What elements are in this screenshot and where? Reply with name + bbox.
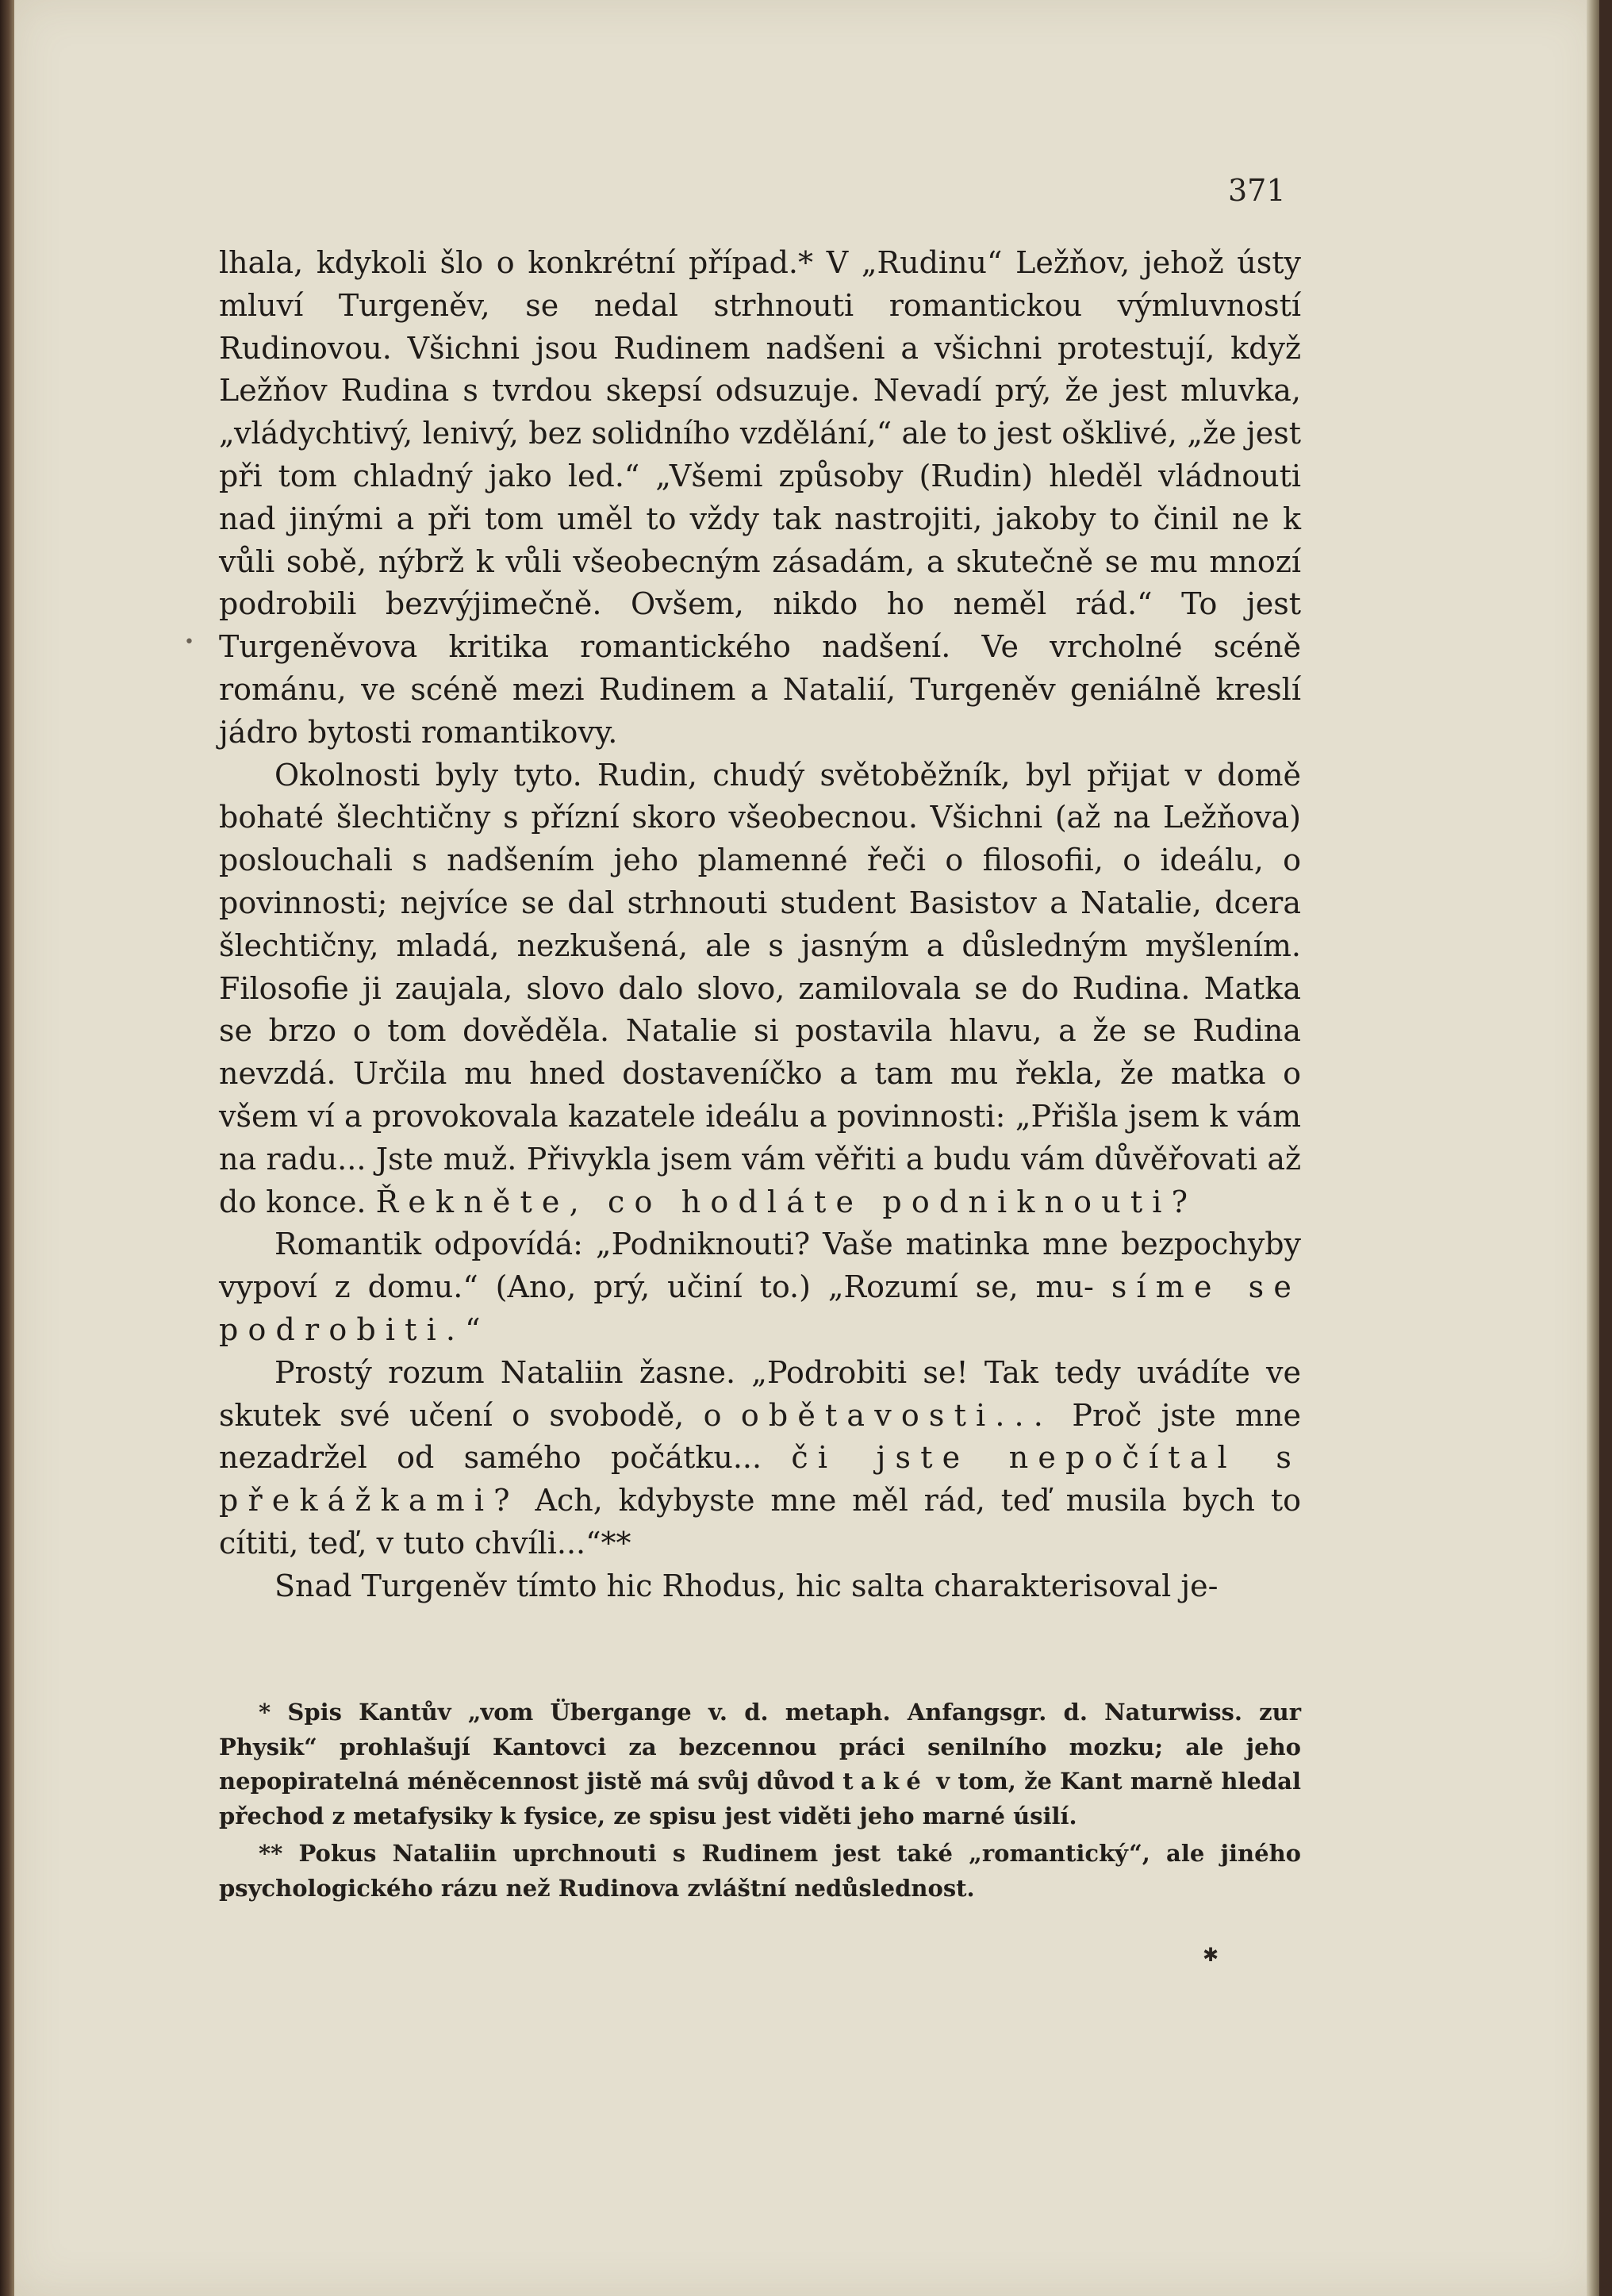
book-gutter-edge bbox=[0, 0, 14, 2296]
footnotes bbox=[219, 1695, 1301, 1906]
footnote-1-text: * Spis Kantův „vom Übergange v. d. metaph. Anfangsgr. d. Naturwiss. zur Physik“ prohlašují Kantovci za bezcennou práci senilního mozku; ale jeho nepopiratelná méněcennost jistě má svůj důvod bbox=[219, 1699, 1301, 1795]
footnote-2: ** Pokus Nataliin uprchnouti s Rudinem jest také „romantický“, ale jiného psychologického rázu než Rudinova zvláštní nedůslednost. bbox=[219, 1840, 1301, 1902]
paragraph-2 bbox=[219, 754, 1301, 1224]
emphasis-spaced: také bbox=[842, 1768, 929, 1795]
margin-mark-icon: • bbox=[184, 632, 194, 652]
emphasis-spaced: síme se podrobiti.“ bbox=[219, 1269, 1301, 1347]
footnote-1 bbox=[219, 1695, 1301, 1833]
footnote-1-text: v tom, že Kant marně hledal přechod z metafysiky k fysice, ze spisu jest viděti jeho marné úsilí. bbox=[219, 1768, 1301, 1830]
emphasis-spaced: či jste nepočítal s překážkami? bbox=[219, 1440, 1301, 1519]
paragraph-4-text: Prostý rozum Nataliin žasne. „Podrobiti se! Tak tedy uvádíte ve skutek své učení o svobodě, o bbox=[219, 1354, 1301, 1433]
paragraph-5: Snad Turgeněv tímto hic Rhodus, hic salta charakterisoval je- bbox=[274, 1568, 1219, 1603]
paragraph-4 bbox=[219, 1352, 1301, 1565]
page-number: 371 bbox=[1228, 173, 1286, 208]
body-text bbox=[219, 242, 1301, 1608]
paragraph-3-text: Romantik odpovídá: „Podniknouti? Vaše matinka mne bezpochyby vypoví z domu.“ (Ano, prý, učiní to.) „Rozumí se, mu- bbox=[219, 1227, 1301, 1305]
star-ornament-icon: ✱ bbox=[1203, 1944, 1219, 1966]
paragraph-3 bbox=[219, 1223, 1301, 1351]
paragraph-4-text: Proč jste mne nezadržel od samého počátku... bbox=[219, 1397, 1301, 1476]
paragraph-1: lhala, kdykoli šlo o konkrétní případ.* V „Rudinu“ Ležňov, jehož ústy mluví Turgeněv, se nedal strhnouti romantickou výmluvností Rudinovou. Všichni jsou Rudinem nadšeni a všichni protestují, když Ležňov Rudina s tvrdou skepsí odsuzuje. Nevadí prý, že jest mluvka, „vládychtivý, lenivý, bez solidního vzdělání,“ ale to jest ošklivé, „že jest při tom chladný jako led.“ „Všemi způsoby (Rudin) hleděl vládnouti nad jinými a při tom uměl to vždy tak nastrojiti, jakoby to činil ne k vůli sobě, nýbrž k vůli všeobecným zásadám, a skutečně se mu mnozí podrobili bezvýjimečně. Ovšem, nikdo ho neměl rád.“ To jest Turgeněvova kritika romantického nadšení. Ve vrcholné scéně románu, ve scéně mezi Rudinem a Natalií, Turgeněv geniálně kreslí jádro bytosti romantikovy. bbox=[219, 245, 1301, 750]
paragraph-4-text: Ach, kdybyste mne měl rád, teď musila bych to cítiti, teď, v tuto chvíli...“** bbox=[219, 1483, 1301, 1561]
paragraph-2-text: Okolnosti byly tyto. Rudin, chudý světoběžník, byl přijat v domě bohaté šlechtičny s přízní skoro všeobecnou. Všichni (až na Ležňova) poslouchali s nadšením jeho plamenné řeči o filosofii, o ideálu, o povinnosti; nejvíce se dal strhnouti student Basistov a Natalie, dcera šlechtičny, mladá, nezkušená, ale s jasným a důsledným myšlením. Filosofie ji zaujala, slovo dalo slovo, zamilovala se do Rudina. Matka se brzo o tom dověděla. Natalie si postavila hlavu, a že se Rudina nevzdá. Určila mu hned dostaveníčko a tam mu řekla, že matka o všem ví a provokovala kazatele ideálu a povinnosti: „Přišla jsem k vám na radu... Jste muž. Přivykla jsem vám věřiti a budu vám důvěřovati až do konce. bbox=[219, 757, 1301, 1219]
emphasis-spaced: obětavosti... bbox=[740, 1397, 1054, 1433]
page-right-edge bbox=[1587, 0, 1599, 2296]
emphasis-spaced: Řekněte, co hodláte podniknouti? bbox=[375, 1184, 1198, 1219]
